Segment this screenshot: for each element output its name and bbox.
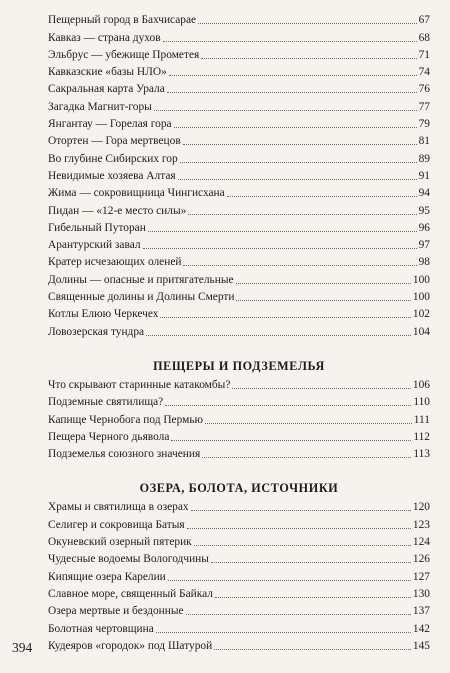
table-of-contents <box>48 10 430 653</box>
toc-entry <box>48 427 430 444</box>
toc-entry-title: Кипящие озера Карелии <box>48 570 166 583</box>
dot-leader <box>236 300 410 301</box>
dot-leader <box>191 510 411 511</box>
toc-entry-page: 96 <box>418 221 430 234</box>
toc-entry <box>48 304 430 321</box>
toc-entry <box>48 392 430 409</box>
dot-leader <box>169 75 417 76</box>
toc-entry-page: 67 <box>418 14 430 27</box>
dot-leader <box>232 388 411 389</box>
toc-entry-title: Пещерный город в Бахчисарае <box>48 14 197 27</box>
dot-leader <box>236 283 411 284</box>
toc-entry <box>48 375 430 392</box>
toc-entry <box>48 618 430 635</box>
dot-leader <box>165 405 411 406</box>
toc-entry-page: 100 <box>412 291 430 304</box>
dot-leader <box>178 179 417 180</box>
toc-entry-title: Отортен — Гора мертвецов <box>48 135 181 148</box>
toc-entry-page: 127 <box>412 570 430 583</box>
toc-entry-page: 95 <box>418 204 430 217</box>
toc-entry-title: Храмы и святилища в озерах <box>48 501 189 514</box>
toc-entry-title: Ловозерская тундра <box>48 325 145 338</box>
toc-entry-title: Подземные святилища? <box>48 396 164 409</box>
toc-entry <box>48 497 430 514</box>
toc-entry-page: 68 <box>418 31 430 44</box>
dot-leader <box>211 562 411 563</box>
toc-entry-page: 91 <box>418 169 430 182</box>
toc-entry-title: Славное море, священный Байкал <box>48 587 213 600</box>
dot-leader <box>148 231 417 232</box>
toc-entry-title: Священные долины и Долины Смерти <box>48 291 235 304</box>
toc-entry-title: Подземелья союзного значения <box>48 448 201 461</box>
toc-entry-title: Окуневский озерный пятерик <box>48 536 192 549</box>
toc-entry-page: 74 <box>418 66 430 79</box>
toc-entry-page: 145 <box>412 639 430 652</box>
toc-entry-title: Эльбрус — убежище Прометея <box>48 48 200 61</box>
toc-entry-title: Пидан — «12-е место силы» <box>48 204 187 217</box>
section-gap <box>48 339 430 357</box>
toc-entry-page: 102 <box>412 308 430 321</box>
toc-entry-page: 76 <box>418 83 430 96</box>
dot-leader <box>198 23 416 24</box>
toc-entry-page: 113 <box>413 448 430 461</box>
toc-entry <box>48 131 430 148</box>
toc-entry-title: Кавказ — страна духов <box>48 31 161 44</box>
toc-entry-title: Невидимые хозяева Алтая <box>48 169 176 182</box>
toc-entry <box>48 114 430 131</box>
toc-entry-title: Озера мертвые и бездонные <box>48 605 184 618</box>
toc-entry <box>48 45 430 62</box>
page-number: 394 <box>12 640 33 655</box>
dot-leader <box>194 545 411 546</box>
toc-entry-page: 77 <box>418 100 430 113</box>
toc-entry <box>48 636 430 653</box>
toc-entry-title: Кудеяров «городок» под Шатурой <box>48 639 213 652</box>
toc-entry <box>48 409 430 426</box>
toc-entry <box>48 601 430 618</box>
dot-leader <box>160 317 410 318</box>
dot-leader <box>163 41 417 42</box>
toc-entry-title: Жима — сокровищница Чингисхана <box>48 187 225 200</box>
toc-entry <box>48 549 430 566</box>
toc-entry-title: Янгантау — Горелая гора <box>48 118 172 131</box>
dot-leader <box>205 423 412 424</box>
dot-leader <box>171 440 411 441</box>
toc-entry <box>48 566 430 583</box>
toc-entry-page: 79 <box>418 118 430 131</box>
section-gap <box>48 461 430 479</box>
toc-entry-title: Котлы Елюю Черкечех <box>48 308 159 321</box>
toc-entry <box>48 10 430 27</box>
toc-entry-title: Кратер исчезающих оленей <box>48 256 182 269</box>
toc-entry-title: Чудесные водоемы Вологодчины <box>48 553 209 566</box>
toc-entry-page: 94 <box>418 187 430 200</box>
toc-entry-title: Кавказские «базы НЛО» <box>48 66 167 79</box>
toc-entry-page: 106 <box>412 378 430 391</box>
toc-entry <box>48 444 430 461</box>
dot-leader <box>186 614 411 615</box>
toc-entry-title: Болотная чертовщина <box>48 622 154 635</box>
toc-entry-title: Во глубине Сибирских гор <box>48 152 178 165</box>
toc-entry <box>48 532 430 549</box>
dot-leader <box>187 528 411 529</box>
dot-leader <box>146 335 411 336</box>
dot-leader <box>183 144 417 145</box>
toc-entry-page: 71 <box>418 48 430 61</box>
dot-leader <box>156 632 411 633</box>
dot-leader <box>183 265 416 266</box>
toc-entry-page: 124 <box>412 536 430 549</box>
toc-entry <box>48 166 430 183</box>
toc-entry-title: Гибельный Путоран <box>48 221 146 234</box>
toc-entry-title: Что скрывают старинные катакомбы? <box>48 378 231 391</box>
toc-entry-page: 110 <box>413 396 430 409</box>
dot-leader <box>214 649 411 650</box>
toc-entry-page: 137 <box>412 605 430 618</box>
toc-entry <box>48 321 430 338</box>
toc-entry <box>48 62 430 79</box>
toc-entry-page: 98 <box>418 256 430 269</box>
toc-entry <box>48 183 430 200</box>
toc-entry-title: Долины — опасные и притягательные <box>48 273 234 286</box>
dot-leader <box>167 92 417 93</box>
dot-leader <box>143 248 417 249</box>
toc-entry <box>48 584 430 601</box>
toc-entry <box>48 287 430 304</box>
toc-entry <box>48 148 430 165</box>
toc-entry-page: 81 <box>418 135 430 148</box>
section-heading: ОЗЕРА, БОЛОТА, ИСТОЧНИКИ <box>139 481 339 496</box>
toc-entry-page: 89 <box>418 152 430 165</box>
dot-leader <box>188 214 416 215</box>
toc-entry-page: 123 <box>412 518 430 531</box>
toc-entry <box>48 252 430 269</box>
dot-leader <box>227 196 417 197</box>
toc-entry-title: Капище Чернобога под Пермью <box>48 413 204 426</box>
dot-leader <box>201 58 416 59</box>
dot-leader <box>180 162 417 163</box>
dot-leader <box>215 597 411 598</box>
dot-leader <box>168 580 411 581</box>
dot-leader <box>154 110 417 111</box>
toc-entry-page: 130 <box>412 587 430 600</box>
toc-entry <box>48 218 430 235</box>
toc-entry-page: 104 <box>412 325 430 338</box>
toc-entry <box>48 79 430 96</box>
toc-entry-page: 126 <box>412 553 430 566</box>
section-heading: ПЕЩЕРЫ И ПОДЗЕМЕЛЬЯ <box>153 358 325 373</box>
toc-entry <box>48 514 430 531</box>
toc-entry <box>48 200 430 217</box>
toc-entry <box>48 235 430 252</box>
toc-entry <box>48 269 430 286</box>
toc-entry-page: 112 <box>413 430 430 443</box>
dot-leader <box>202 457 411 458</box>
toc-entry-title: Селигер и сокровища Батыя <box>48 518 185 531</box>
toc-entry-page: 97 <box>418 239 430 252</box>
toc-entry-title: Арантурский завал <box>48 239 141 252</box>
toc-entry-page: 100 <box>412 273 430 286</box>
toc-entry-title: Пещера Черного дьявола <box>48 430 170 443</box>
toc-entry-page: 120 <box>412 501 430 514</box>
toc-entry-page: 142 <box>412 622 430 635</box>
dot-leader <box>174 127 417 128</box>
toc-entry-page: 111 <box>413 413 430 426</box>
toc-entry-title: Загадка Магнит-горы <box>48 100 152 113</box>
toc-entry <box>48 96 430 113</box>
toc-entry-title: Сакральная карта Урала <box>48 83 165 96</box>
toc-entry <box>48 27 430 44</box>
